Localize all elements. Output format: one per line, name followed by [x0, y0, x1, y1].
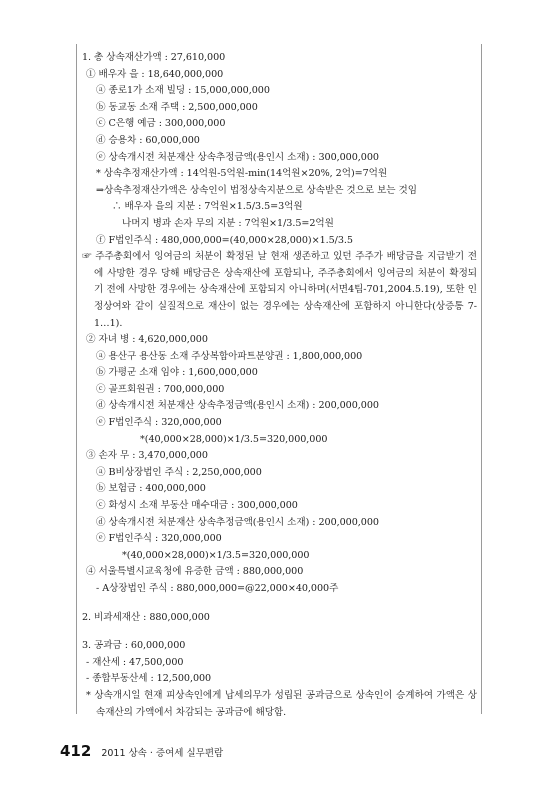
text-line: ③ 손자 무 : 3,470,000,000 [86, 450, 208, 462]
text-line: ⓑ 가평군 소재 임야 : 1,600,000,000 [96, 367, 258, 379]
text-line: ⓓ 상속개시전 처분재산 상속추정금액(용인시 소재) : 200,000,000 [96, 400, 379, 412]
text-line: ⓔ 상속개시전 처분재산 상속추정금액(용인시 소재) : 300,000,000 [96, 151, 379, 163]
text-line: ④ 서울특별시교육청에 유증한 금액 : 880,000,000 [86, 566, 304, 578]
page-number: 412 [60, 742, 92, 760]
text-line: - 종합부동산세 : 12,500,000 [86, 673, 212, 685]
text-line: ⓑ 보험금 : 400,000,000 [96, 483, 206, 495]
text-line: *(40,000×28,000)×1/3.5=320,000,000 [140, 433, 328, 445]
text-line: ⓓ 상속개시전 처분재산 상속추정금액(용인시 소재) : 200,000,000 [96, 516, 379, 528]
text-line: ⓐ 용산구 용산동 소재 주상복합아파트분양권 : 1,800,000,000 [96, 350, 363, 362]
text-line: ⓒ 화성시 소재 부동산 매수대금 : 300,000,000 [96, 500, 298, 512]
running-title: 2011 상속 · 증여세 실무편람 [101, 748, 224, 759]
text-line: ⓐ 종로1가 소재 빌딩 : 15,000,000,000 [96, 85, 270, 97]
text-line: ⓕ F법인주식 : 480,000,000=(40,000×28,000)×1.5/3.5 [96, 234, 353, 246]
text-line: ∴ 배우자 을의 지분 : 7억원×1.5/3.5=3억원 [112, 201, 303, 213]
body-text [82, 50, 477, 721]
right-margin-rule [481, 44, 482, 714]
text-line: - 재산세 : 47,500,000 [86, 656, 184, 668]
text-line: ⓔ F법인주식 : 320,000,000 [96, 533, 222, 545]
page-footer [60, 742, 223, 762]
text-line: 2. 비과세재산 : 880,000,000 [82, 611, 210, 623]
text-line: *(40,000×28,000)×1/3.5=320,000,000 [122, 549, 310, 561]
text-line: ⓐ B비상장법인 주식 : 2,250,000,000 [96, 466, 262, 478]
text-line: - A상장법인 주식 : 880,000,000=@22,000×40,000주 [96, 583, 339, 594]
text-line: * 상속추정재산가액 : 14억원-5억원-min(14억원×20%, 2억)=7억원 [96, 168, 388, 180]
text-line: ② 자녀 병 : 4,620,000,000 [86, 334, 208, 346]
left-margin-rule [76, 44, 77, 714]
text-line: ⓔ F법인주식 : 320,000,000 [96, 417, 222, 429]
text-line: ☞ 주주총회에서 잉여금의 처분이 확정된 날 현재 생존하고 있던 주주가 배당금을 지급받기 전에 사망한 경우 당해 배당금은 상속재산에 포함되나, 주주총회에서 잉여금의 처분이 확정되기 전에 사망한 경우에는 상속재산에 포함되지 아니하며(서면4팀-701,2004.5.19), 또한 인정상여와 같이 실질적으로 재산이 없는 경우에는 상속재산에 포함하지 아니한다(상증통 7-1…1). [82, 251, 477, 329]
text-line: ⓑ 동교동 소재 주택 : 2,500,000,000 [96, 101, 258, 113]
text-line: ⓓ 승용차 : 60,000,000 [96, 134, 200, 146]
spacer [82, 626, 477, 638]
text-line: ① 배우자 을 : 18,640,000,000 [86, 68, 224, 80]
text-line: ⓒ C은행 예금 : 300,000,000 [96, 118, 226, 130]
text-line: 1. 총 상속재산가액 : 27,610,000 [82, 52, 226, 63]
text-line: * 상속개시일 현재 피상속인에게 납세의무가 성립된 공과금으로 상속인이 승계하여 가액은 상속재산의 가액에서 차감되는 공과금에 해당함. [86, 689, 477, 718]
text-line: ⇒상속추정재산가액은 상속인이 법정상속지분으로 상속받은 것으로 보는 것임 [96, 184, 417, 196]
text-line: 나머지 병과 손자 무의 지분 : 7억원×1/3.5=2억원 [122, 217, 334, 229]
spacer [82, 598, 477, 610]
text-line: ⓒ 골프회원권 : 700,000,000 [96, 383, 225, 395]
text-line: 3. 공과금 : 60,000,000 [82, 640, 186, 652]
